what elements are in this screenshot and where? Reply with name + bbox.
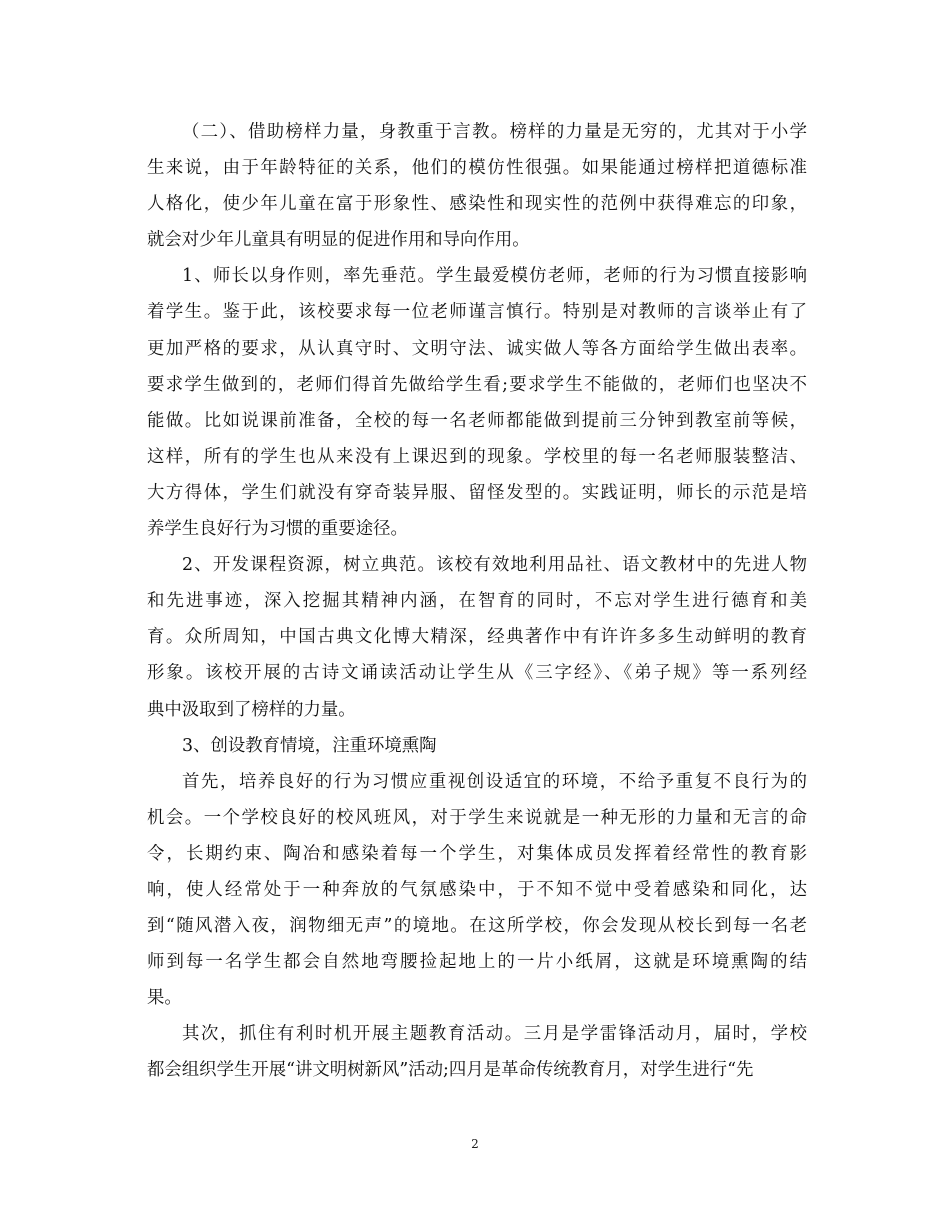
text-line: 人格化，使少年儿童在富于形象性、感染性和现实性的范例中获得难忘的印象， bbox=[147, 194, 807, 215]
text-line: 着学生。鉴于此，该校要求每一位老师谨言慎行。特别是对教师的言谈举止有了 bbox=[147, 302, 807, 323]
text-line: 2、开发课程资源，树立典范。该校有效地利用品社、语文教材中的先进人物 bbox=[182, 555, 807, 576]
text-line: 师到每一名学生都会自然地弯腰捡起地上的一片小纸屑，这就是环境熏陶的结 bbox=[147, 952, 807, 973]
text-line: 果。 bbox=[147, 988, 182, 1009]
body-text bbox=[147, 114, 807, 1089]
text-line: 更加严格的要求，从认真守时、文明守法、诚实做人等各方面给学生做出表率。 bbox=[147, 338, 807, 359]
text-line: 到“随风潜入夜，润物细无声”的境地。在这所学校，你会发现从校长到每一名老 bbox=[147, 916, 807, 937]
text-line: 典中汲取到了榜样的力量。 bbox=[147, 699, 356, 720]
paragraph-section-two bbox=[147, 114, 807, 258]
paragraph-point-one bbox=[147, 258, 807, 547]
paragraph-point-three-heading bbox=[147, 728, 807, 764]
text-line: 就会对少年儿童具有明显的促进作用和导向作用。 bbox=[147, 230, 530, 251]
text-line: 响，使人经常处于一种奔放的气氛感染中，于不知不觉中受着感染和同化，达 bbox=[147, 879, 807, 900]
text-line: 养学生良好行为习惯的重要途径。 bbox=[147, 519, 408, 540]
text-line: 机会。一个学校良好的校风班风，对于学生来说就是一种无形的力量和无言的命 bbox=[147, 807, 807, 828]
text-line: 生来说，由于年龄特征的关系，他们的模仿性很强。如果能通过榜样把道德标准 bbox=[147, 158, 807, 179]
paragraph-second bbox=[147, 1016, 807, 1088]
text-line: 都会组织学生开展“讲文明树新风”活动;四月是革命传统教育月，对学生进行“先 bbox=[147, 1060, 754, 1081]
text-line: 首先，培养良好的行为习惯应重视创设适宜的环境，不给予重复不良行为的 bbox=[182, 771, 807, 792]
text-line: 能做。比如说课前准备，全校的每一名老师都能做到提前三分钟到教室前等候， bbox=[147, 410, 807, 431]
text-line: 1、师长以身作则，率先垂范。学生最爱模仿老师，老师的行为习惯直接影响 bbox=[182, 266, 807, 287]
text-line: 和先进事迹，深入挖掘其精神内涵，在智育的同时，不忘对学生进行德育和美 bbox=[147, 591, 807, 612]
page-number: 2 bbox=[471, 1137, 479, 1151]
text-line: 这样，所有的学生也从来没有上课迟到的现象。学校里的每一名老师服装整洁、 bbox=[147, 446, 807, 467]
paragraph-first bbox=[147, 764, 807, 1017]
text-line: 形象。该校开展的古诗文诵读活动让学生从《三字经》、《弟子规》等一系列经 bbox=[147, 663, 807, 684]
paragraph-point-two bbox=[147, 547, 807, 727]
text-line: 育。众所周知，中国古典文化博大精深，经典著作中有许许多多生动鲜明的教育 bbox=[147, 627, 807, 648]
text-line: 要求学生做到的，老师们得首先做给学生看;要求学生不能做的，老师们也坚决不 bbox=[147, 374, 807, 395]
text-line: 3、创设教育情境，注重环境熏陶 bbox=[182, 735, 437, 756]
text-line: 令，长期约束、陶冶和感染着每一个学生，对集体成员发挥着经常性的教育影 bbox=[147, 843, 807, 864]
text-line: （二）、借助榜样力量，身教重于言教。榜样的力量是无穷的，尤其对于小学 bbox=[182, 122, 807, 142]
text-line: 大方得体，学生们就没有穿奇装异服、留怪发型的。实践证明，师长的示范是培 bbox=[147, 482, 807, 503]
text-line: 其次，抓住有利时机开展主题教育活动。三月是学雷锋活动月，届时，学校 bbox=[182, 1024, 807, 1045]
